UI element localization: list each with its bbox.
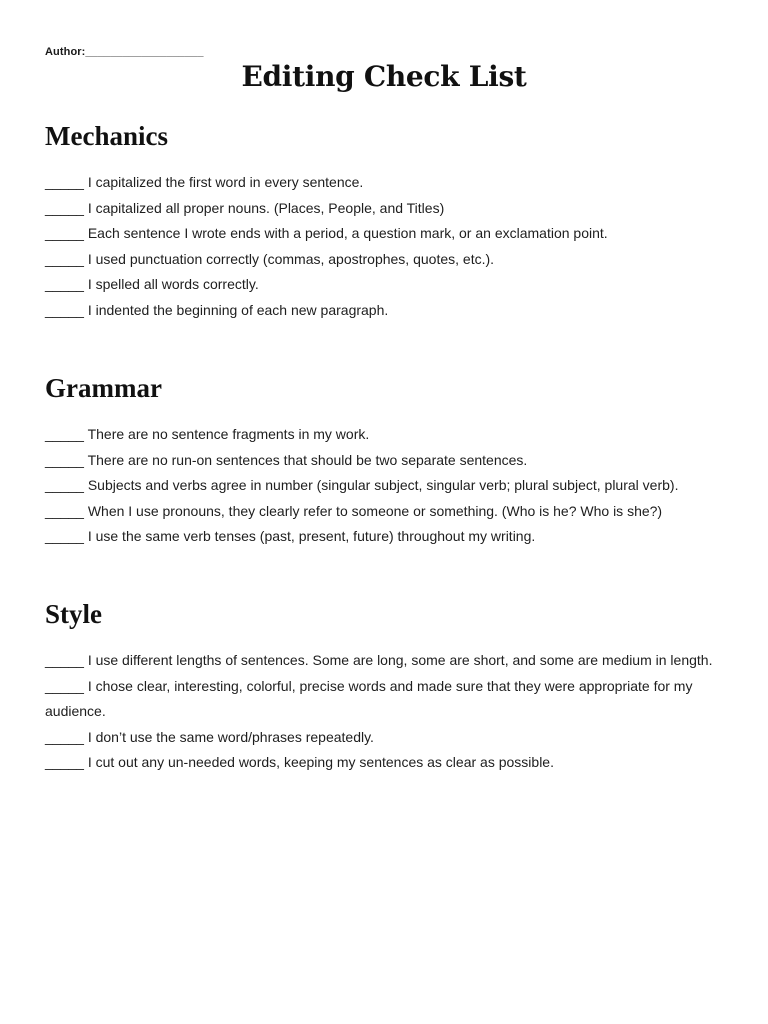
author-label: Author:___________________ <box>45 46 204 58</box>
page-title: Editing Check List <box>241 60 527 93</box>
checklist-item: _____ I used punctuation correctly (commas, apostrophes, quotes, etc.). <box>45 250 495 267</box>
checklist-grammar <box>45 422 735 550</box>
checklist-item: _____ Each sentence I wrote ends with a period, a question mark, or an exclamation point. <box>45 225 608 242</box>
checklist-item: _____ I use the same verb tenses (past, present, future) throughout my writing. <box>45 528 536 545</box>
checklist-item: _____ I don’t use the same word/phrases repeatedly. <box>45 728 374 745</box>
checklist-item: _____ There are no sentence fragments in my work. <box>45 426 370 442</box>
section-mechanics <box>45 119 735 324</box>
checklist-item: _____ When I use pronouns, they clearly refer to someone or something. (Who is he? Who is she?) <box>45 502 663 519</box>
checklist-item: _____ I use different lengths of sentences. Some are long, some are short, and some are medium in length. <box>45 652 713 668</box>
checklist-mechanics <box>45 170 735 324</box>
checklist-item: _____ I capitalized the first word in every sentence. <box>45 174 364 190</box>
checklist-item: _____ I capitalized all proper nouns. (Places, People, and Titles) <box>45 199 445 216</box>
section-heading-style: Style <box>45 599 102 629</box>
checklist-item: _____ I chose clear, interesting, colorful, precise words and made sure that they were appropriate for my audience. <box>45 677 693 720</box>
section-grammar <box>45 371 735 550</box>
checklist-style <box>45 648 735 776</box>
section-heading-grammar: Grammar <box>45 373 162 403</box>
section-heading-mechanics: Mechanics <box>45 121 168 151</box>
checklist-item: _____ I cut out any un-needed words, keeping my sentences as clear as possible. <box>45 754 554 771</box>
checklist-item: _____ I indented the beginning of each new paragraph. <box>45 301 389 318</box>
section-style <box>45 597 735 776</box>
checklist-item: _____ There are no run-on sentences that should be two separate sentences. <box>45 451 528 468</box>
checklist-item: _____ Subjects and verbs agree in number (singular subject, singular verb; plural subject, plural verb). <box>45 477 679 494</box>
checklist-item: _____ I spelled all words correctly. <box>45 276 259 293</box>
